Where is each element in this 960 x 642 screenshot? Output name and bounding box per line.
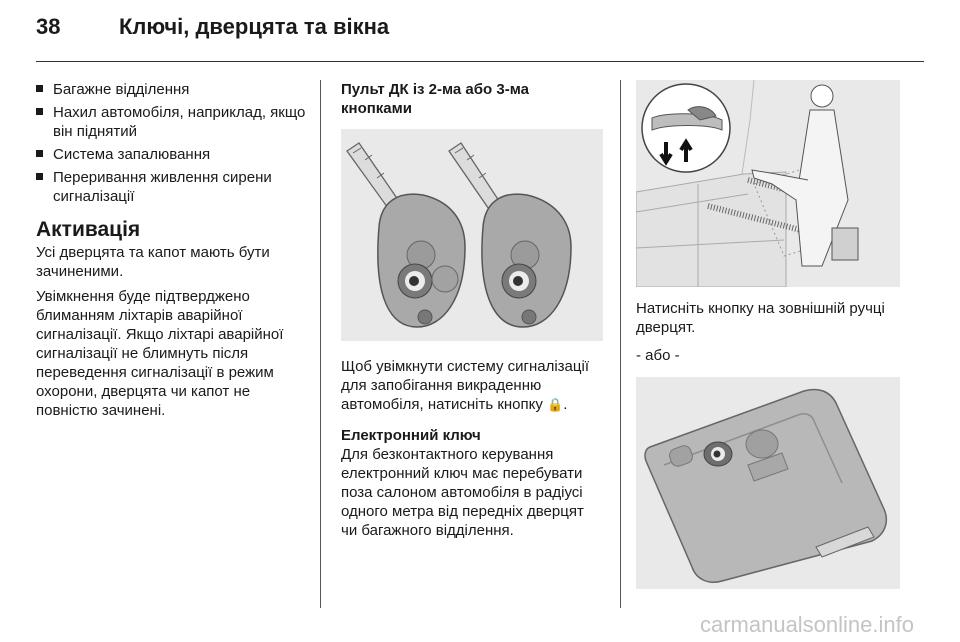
column-2 <box>341 80 603 540</box>
bullet-square-icon <box>36 150 43 157</box>
bullet-square-icon <box>36 85 43 92</box>
watermark: carmanualsonline.info <box>699 612 914 637</box>
door-handle-illustration <box>636 80 900 287</box>
list-item <box>36 80 314 99</box>
list-item-text: Багажне відділення <box>53 81 190 98</box>
paragraph: - або - <box>636 347 680 364</box>
paragraph: Увімкнення буде підтверджено блиманням ліхтарів аварійної сигналізації. Якщо ліхтарі аварійної сигналізації не блимнуть після переведення сигналізації в режим охорони, дверцята чи капот не повністю зачинені. <box>36 288 284 419</box>
column-divider <box>620 80 621 608</box>
paragraph-text: Щоб увімкнути систему сигналізації для запобігання викраденню автомобіля, натисніть кнопку <box>341 358 589 413</box>
column-3 <box>636 80 926 589</box>
card-key-icon <box>636 377 900 589</box>
bullet-list <box>36 80 314 206</box>
paragraph: Натисніть кнопку на зовнішній ручці дверцят. <box>636 300 885 336</box>
column-divider <box>320 80 321 608</box>
header-rule <box>36 61 924 62</box>
electronic-key-subheading: Електронний ключ <box>341 427 481 444</box>
list-item <box>36 145 314 164</box>
page-title: Ключі, дверцята та вікна <box>119 14 390 39</box>
bullet-square-icon <box>36 108 43 115</box>
list-item-text: Система запалювання <box>53 146 211 163</box>
card-key-illustration <box>636 377 900 589</box>
remote-subheading: Пульт ДК із 2-ма або 3-ма кнопками <box>341 81 529 117</box>
column-1 <box>36 80 314 426</box>
list-item <box>36 168 314 206</box>
section-heading-activation: Активація <box>36 218 141 241</box>
bullet-square-icon <box>36 173 43 180</box>
list-item-text: Переривання живлення сирени сигналізації <box>53 169 272 205</box>
lock-button-icon: 🔒 <box>547 397 564 412</box>
list-item-text: Нахил автомобіля, наприклад, якщо він піднятий <box>53 104 306 140</box>
remote-keys-illustration <box>341 129 603 341</box>
remote-key-fobs-icon <box>341 129 603 341</box>
paragraph-end: . <box>563 396 568 413</box>
paragraph: Усі дверцята та капот мають бути зачиненими. <box>36 244 270 280</box>
page-number: 38 <box>36 14 61 39</box>
paragraph: Для безконтактного керування електронний ключ має перебувати поза салоном автомобіля в радіусі одного метра від передніх дверцят чи багажного відділення. <box>341 446 584 539</box>
paragraph <box>341 357 603 414</box>
key-fob-left-icon <box>347 143 465 327</box>
key-fob-right-icon <box>449 143 571 327</box>
list-item <box>36 103 314 141</box>
door-handle-person-icon <box>636 80 900 287</box>
